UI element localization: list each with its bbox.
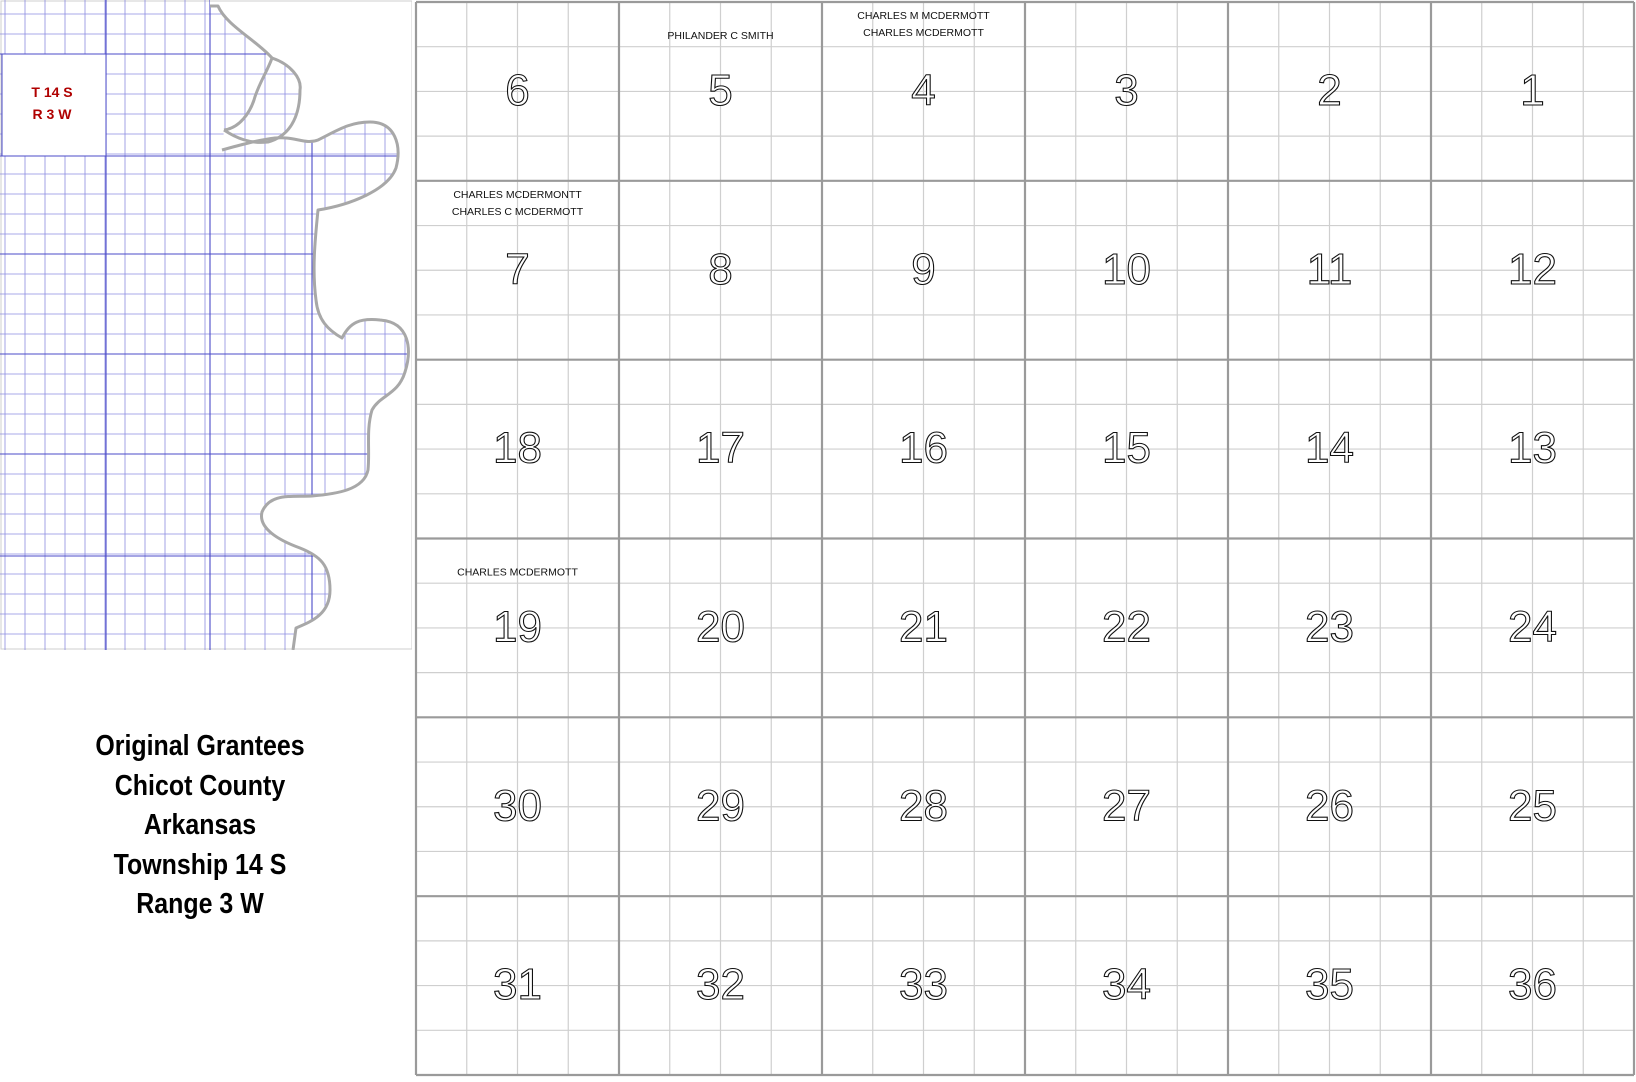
locator-township-label: T 14 S: [31, 84, 73, 100]
section-number: 30: [493, 781, 542, 831]
legend-county: Chicot County: [114, 769, 286, 802]
legend-title: Original Grantees: [95, 730, 305, 762]
section-lines: [416, 2, 1634, 1075]
section-number: 8: [708, 244, 733, 294]
grantee-name: CHARLES MCDERMOTT: [457, 566, 578, 579]
section-number: 35: [1305, 960, 1354, 1010]
locator-township-inset: [2, 54, 106, 156]
section-number: 5: [708, 66, 733, 116]
section-number: 6: [505, 66, 530, 116]
section-number: 27: [1102, 781, 1151, 831]
grantee-name: CHARLES MCDERMOTT: [863, 27, 984, 39]
map-legend: [0, 727, 400, 925]
grantee-name: CHARLES M MCDERMOTT: [857, 10, 990, 22]
legend-township: Township 14 S: [113, 848, 287, 881]
section-number: 13: [1508, 423, 1557, 473]
section-number: 23: [1305, 602, 1354, 652]
legend-range: Range 3 W: [136, 888, 264, 920]
section-number: 25: [1508, 781, 1557, 831]
grantee-name: PHILANDER C SMITH: [667, 30, 774, 42]
section-number: 1: [1520, 66, 1545, 116]
section-number: 14: [1305, 423, 1354, 473]
section-labels: [452, 10, 1557, 1009]
section-number: 28: [899, 781, 948, 831]
township-grid: [414, 0, 1636, 1077]
legend-state: Arkansas: [143, 809, 257, 841]
section-number: 20: [696, 602, 745, 652]
section-number: 34: [1102, 960, 1151, 1010]
section-number: 4: [911, 66, 936, 116]
section-number: 10: [1102, 244, 1151, 294]
section-number: 19: [493, 602, 542, 652]
section-number: 26: [1305, 781, 1354, 831]
section-number: 18: [493, 423, 542, 473]
grantee-name: CHARLES MCDERMONTT: [453, 188, 582, 201]
section-number: 22: [1102, 602, 1151, 652]
section-number: 36: [1508, 960, 1557, 1010]
section-number: 21: [899, 602, 948, 652]
grantee-name: CHARLES C MCDERMOTT: [451, 205, 584, 218]
section-number: 32: [696, 960, 745, 1010]
section-number: 11: [1306, 244, 1353, 294]
section-number: 16: [899, 423, 948, 473]
section-number: 3: [1114, 66, 1139, 116]
section-number: 15: [1102, 423, 1151, 473]
locator-map: [0, 0, 412, 650]
locator-map-canvas: [0, 0, 412, 650]
section-number: 9: [911, 244, 936, 294]
locator-range-label: R 3 W: [32, 106, 72, 122]
section-number: 31: [493, 960, 542, 1010]
section-number: 33: [899, 960, 948, 1010]
section-number: 2: [1317, 66, 1342, 116]
section-number: 7: [505, 244, 530, 294]
township-grid-canvas: [414, 0, 1636, 1077]
section-number: 24: [1508, 602, 1557, 652]
section-number: 17: [696, 423, 745, 473]
section-number: 29: [696, 781, 745, 831]
section-number: 12: [1508, 244, 1557, 294]
